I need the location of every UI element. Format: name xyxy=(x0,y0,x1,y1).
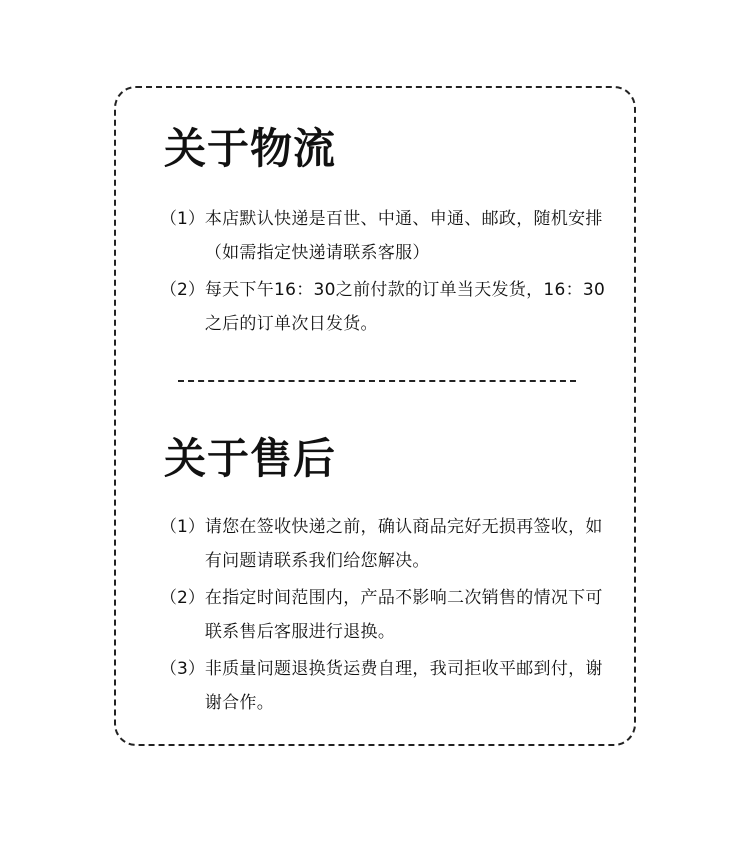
aftersales-title: 关于售后 xyxy=(164,434,337,483)
logistics-list xyxy=(160,202,610,344)
list-item xyxy=(160,581,610,649)
list-item xyxy=(160,202,610,270)
list-item-number: （1） xyxy=(160,209,205,229)
list-item-number: （1） xyxy=(160,517,205,537)
section-divider xyxy=(178,380,576,382)
list-item-number: （2） xyxy=(160,280,205,300)
list-item xyxy=(160,273,610,341)
list-item xyxy=(160,510,610,578)
list-item-text: 本店默认快递是百世、中通、申通、邮政，随机安排（如需指定快递请联系客服） xyxy=(204,209,603,263)
list-item-number: （3） xyxy=(160,659,205,679)
list-item-text: 请您在签收快递之前，确认商品完好无损再签收，如有问题请联系我们给您解决。 xyxy=(204,517,603,571)
list-item-number: （2） xyxy=(160,588,205,608)
list-item-text: 非质量问题退换货运费自理，我司拒收平邮到付，谢谢合作。 xyxy=(204,659,603,713)
aftersales-list xyxy=(160,510,610,723)
notice-card xyxy=(114,86,636,746)
list-item xyxy=(160,652,610,720)
list-item-text: 在指定时间范围内，产品不影响二次销售的情况下可联系售后客服进行退换。 xyxy=(204,588,603,642)
list-item-text: 每天下午16：30之前付款的订单当天发货，16：30之后的订单次日发货。 xyxy=(204,280,606,334)
logistics-title: 关于物流 xyxy=(164,124,337,173)
